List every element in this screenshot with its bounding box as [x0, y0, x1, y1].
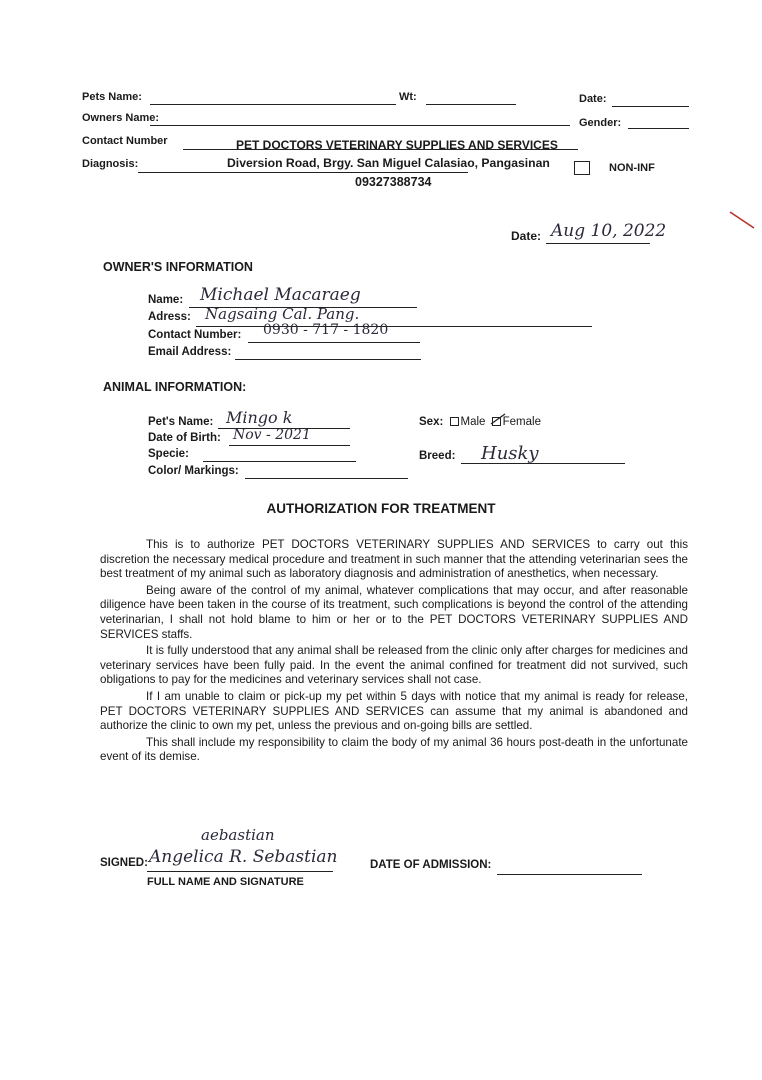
gender-line[interactable] — [628, 128, 689, 129]
authorization-body — [100, 538, 688, 767]
clinic-address: Diversion Road, Brgy. San Miguel Calasiao, Pangasinan — [227, 156, 550, 170]
female-label: Female — [502, 416, 541, 428]
sex-label — [419, 416, 541, 428]
authorization-paragraph: If I am unable to claim or pick-up my pet within 5 days with notice that my animal is ready for release, PET DOCTORS VETERINARY SUPPLIES AND SERVICES can assume that my animal is abandoned and authorize the clinic to own my pet, unless the previous and on-going bills are settled. — [100, 689, 688, 733]
non-inf-label: NON-INF — [609, 162, 655, 174]
owners-name-label: Owners Name: — [82, 112, 160, 124]
sex-label-text: Sex: — [419, 416, 444, 428]
owner-contact-value: 0930 - 717 - 1820 — [263, 322, 389, 338]
owner-contact-label: Contact Number: — [148, 329, 242, 341]
date-of-admission-label: DATE OF ADMISSION: — [370, 859, 492, 871]
specie-label: Specie: — [148, 448, 189, 460]
animal-info-heading: ANIMAL INFORMATION: — [103, 380, 247, 394]
breed-label: Breed: — [419, 450, 456, 462]
breed-value: Husky — [481, 443, 539, 464]
owner-address-value: Nagsaing Cal. Pang. — [205, 305, 360, 323]
pet-name-value: Mingo k — [226, 408, 293, 427]
check-mark-icon — [490, 413, 506, 425]
authorization-paragraph: It is fully understood that any animal shall be released from the clinic only after charges for medicines and veterinary services have been fully paid. In the event the animal confined for treatment did not survived, such obligations to pay for the medicines and veterinary services shall not case. — [100, 644, 688, 687]
color-line[interactable] — [245, 478, 408, 479]
clinic-name: PET DOCTORS VETERINARY SUPPLIES AND SERVICES — [236, 138, 558, 152]
non-inf-checkbox[interactable] — [574, 159, 590, 177]
wt-label: Wt: — [399, 91, 417, 103]
dob-value: Nov - 2021 — [233, 427, 311, 443]
pet-name-label: Pet's Name: — [148, 416, 214, 428]
owner-email-label: Email Address: — [148, 346, 232, 358]
dob-label: Date of Birth: — [148, 432, 221, 444]
diagnosis-label: Diagnosis: — [82, 158, 139, 170]
owner-email-line[interactable] — [235, 359, 421, 360]
color-label: Color/ Markings: — [148, 465, 239, 477]
signed-label: SIGNED: — [100, 857, 148, 869]
full-name-label: FULL NAME AND SIGNATURE — [147, 876, 304, 888]
male-checkbox[interactable] — [450, 417, 459, 426]
clinic-phone: 09327388734 — [355, 175, 432, 189]
owner-name-label: Name: — [148, 294, 184, 306]
authorization-paragraph: Being aware of the control of my animal, whatever complications that may occur, and after reasonable diligence have been taken in the course of its treatment, such complications is beyond the control of the attending veterinarian, I shall not hold blame to him or her or to the PET DOCTORS VETERINARY SUPPLIES AND SERVICES staffs. — [100, 583, 688, 641]
diagnosis-line[interactable] — [138, 172, 468, 173]
owner-info-heading: OWNER'S INFORMATION — [103, 260, 253, 274]
signature-initial: aebastian — [201, 826, 275, 844]
top-date-label: Date: — [579, 93, 607, 105]
authorization-paragraph: This shall include my responsibility to claim the body of my animal 36 hours post-death in the unfortunate event of its demise. — [100, 735, 688, 764]
signature-line[interactable] — [147, 871, 333, 872]
contact-number-label: Contact Number — [82, 135, 168, 147]
authorization-title: AUTHORIZATION FOR TREATMENT — [266, 501, 496, 516]
date-value: Aug 10, 2022 — [551, 221, 667, 241]
pets-name-line[interactable] — [150, 104, 396, 105]
specie-line[interactable] — [203, 461, 356, 462]
signed-name: Angelica R. Sebastian — [149, 847, 338, 867]
owner-address-line[interactable] — [196, 326, 592, 327]
male-label: Male — [460, 416, 486, 428]
top-date-line[interactable] — [612, 106, 689, 107]
owner-name-value: Michael Macaraeg — [200, 285, 361, 305]
owner-address-label: Adress: — [148, 311, 191, 323]
pets-name-label: Pets Name: — [82, 91, 142, 103]
date-of-admission-line[interactable] — [497, 874, 642, 875]
pen-mark-decoration — [728, 210, 758, 234]
female-checkbox[interactable] — [492, 417, 501, 426]
wt-line[interactable] — [426, 104, 516, 105]
owner-contact-line[interactable] — [248, 342, 420, 343]
date-line[interactable] — [546, 243, 650, 244]
dob-line[interactable] — [229, 445, 350, 446]
owners-name-line[interactable] — [150, 125, 570, 126]
date-label: Date: — [511, 229, 542, 243]
gender-label: Gender: — [579, 117, 622, 129]
authorization-paragraph: This is to authorize PET DOCTORS VETERINARY SUPPLIES AND SERVICES to carry out this discretion the necessary medical procedure and treatment in such manner that the attending veterinarian sees the best treatment of my animal such as laboratory diagnosis and administration of anesthetics, when necessary. — [100, 538, 688, 581]
